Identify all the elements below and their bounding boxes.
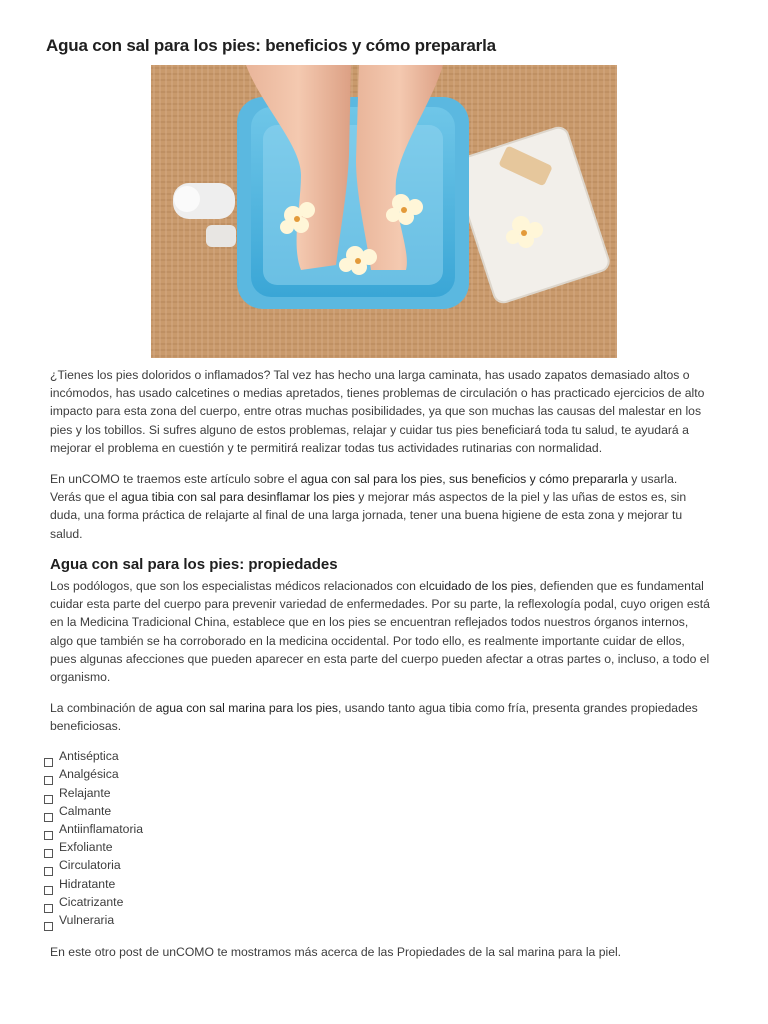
list-item bbox=[44, 841, 143, 859]
closing-paragraph: En este otro post de unCOMO te mostramos más acerca de las Propiedades de la sal marina para la piel. bbox=[50, 945, 622, 959]
text: y mejorar más aspectos de la piel y las uñas de estos es, sin duda, una forma práctica de relajarte al final de una larga jornada, tener una buena higiene de esta zona y mejorar tu salud. bbox=[50, 490, 687, 541]
hero-image bbox=[151, 65, 617, 358]
checkbox-icon bbox=[44, 831, 53, 840]
list-item-label: Antiinflamatoria bbox=[59, 821, 143, 836]
link-agua-tibia-desinflamar[interactable]: agua tibia con sal para desinflamar los pies bbox=[121, 490, 355, 505]
list-item-label: Antiséptica bbox=[59, 749, 119, 764]
list-item bbox=[44, 914, 143, 932]
page-title: Agua con sal para los pies: beneficios y cómo prepararla bbox=[46, 36, 496, 55]
checkbox-icon bbox=[44, 886, 53, 895]
list-item bbox=[44, 823, 143, 841]
list-item bbox=[44, 896, 143, 914]
list-item-label: Calmante bbox=[59, 803, 112, 818]
paragraph-4 bbox=[50, 699, 710, 735]
checkbox-icon bbox=[44, 904, 53, 913]
checkbox-icon bbox=[44, 776, 53, 785]
link-cuidado-pies[interactable]: cuidado de los pies bbox=[428, 579, 534, 593]
text: Los podólogos, que son los especialistas médicos relacionados con el bbox=[50, 579, 429, 593]
intro-paragraph: ¿Tienes los pies doloridos o inflamados? Tal vez has hecho una larga caminata, has usado zapatos demasiado altos o incómodos, has usado calcetines o medias apretados, tienes problemas de circulación o has practicado ejercicios de alto impacto para esta zona del cuerpo, entre otras muchas posibilidades, ya que son muchas las causas del malestar en los pies y los tobillos. Si sufres alguno de estos problemas, relajar y cuidar tus pies beneficiará toda tu salud, te ayudará a mejorar el problema en cuestión y te permitirá realizar todas tus actividades rutinarias con normalidad. bbox=[50, 368, 705, 455]
text: En unCOMO te traemos este artículo sobre el bbox=[50, 472, 301, 486]
text: , usando tanto agua tibia como fría, presenta grandes propiedades beneficiosas. bbox=[50, 701, 698, 734]
checkbox-icon bbox=[44, 795, 53, 804]
list-item-label: Relajante bbox=[59, 785, 111, 800]
link-agua-sal-marina[interactable]: agua con sal marina para los pies bbox=[155, 701, 338, 715]
properties-list bbox=[44, 750, 143, 932]
list-item-label: Exfoliante bbox=[59, 840, 113, 855]
list-item bbox=[44, 805, 143, 823]
list-item-label: Analgésica bbox=[59, 767, 119, 782]
paragraph-3 bbox=[50, 577, 710, 686]
list-item-label: Cicatrizante bbox=[59, 894, 124, 909]
list-item-label: Circulatoria bbox=[59, 858, 121, 873]
list-item bbox=[44, 768, 143, 786]
link-agua-con-sal-pies[interactable]: agua con sal para los pies, sus beneficios y cómo prepararla bbox=[300, 472, 628, 486]
text: y usarla. Verás que el bbox=[50, 472, 678, 505]
checkbox-icon bbox=[44, 813, 53, 822]
list-item bbox=[44, 859, 143, 877]
checkbox-icon bbox=[44, 922, 53, 931]
text: , defienden que es fundamental cuidar esta parte del cuerpo para prevenir variedad de enfermedades. Por su parte, la reflexología podal, cuyo origen está en la Medicina Tradicional China, establece que en los pies se encuentran reflejados todos nuestros órganos internos, algo que también se ha corroborado en la medicina occidental. Por todo ello, es realmente importante cuidar de ellos, pues algunas afecciones que pueden aparecer en esta parte del cuerpo pueden afectar a otras partes o, incluso, a todo el organismo. bbox=[50, 579, 710, 685]
section-heading: Agua con sal para los pies: propiedades bbox=[50, 556, 338, 573]
list-item bbox=[44, 750, 143, 768]
paragraph-2 bbox=[50, 470, 710, 543]
text: La combinación de bbox=[50, 701, 156, 715]
checkbox-icon bbox=[44, 758, 53, 767]
list-item bbox=[44, 786, 143, 804]
list-item-label: Hidratante bbox=[59, 876, 116, 891]
checkbox-icon bbox=[44, 849, 53, 858]
list-item bbox=[44, 877, 143, 895]
checkbox-icon bbox=[44, 867, 53, 876]
list-item-label: Vulneraria bbox=[59, 912, 115, 927]
